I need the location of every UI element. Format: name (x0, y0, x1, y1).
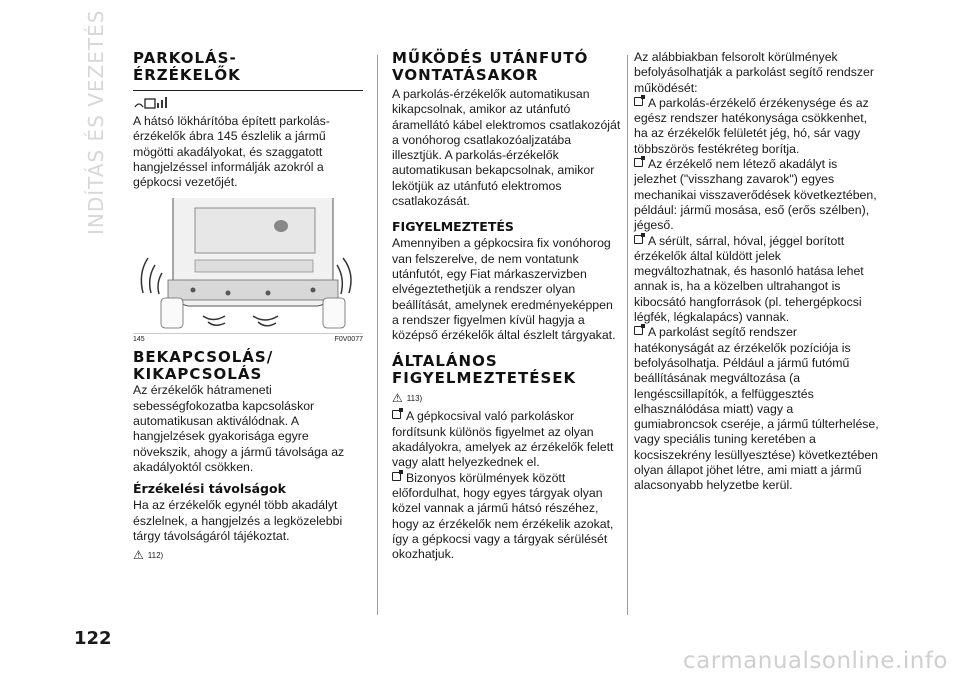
bullet-icon (634, 235, 643, 244)
bullet-item: A parkolást segítő rendszer hatékonyságát az érzékelők pozíciója is befolyásolhatja. Például a jármű futómű beállításának megváltozása (a lengéscsillapítók, a felfüggesztés elhasználódása miatt) vagy a gumiabroncsok cseréje, a jármű túlterhelése, vagy speciális tuning keretében a kocsiszekrény lesüllyesztése) következtében olyan állapot jöhet létre, ami miatt a jármű alacsonyabb helyzetbe kerül. (634, 325, 879, 493)
bullet-item: A parkolás-érzékelő érzékenysége és az egész rendszer hatékonysága csökkenhet, ha az érzékelők felületét jég, hó, sár vagy többszörös festékréteg borítja. (634, 95, 869, 156)
bullet-item: A gépkocsival való parkoláskor fordítsunk különös figyelmet az olyan akadályokra, amelyek az érzékelők felett vagy alatt helyezkednek el. (392, 409, 614, 470)
subheading-distance: Érzékelési távolságok (133, 481, 286, 497)
trailer-text: A parkolás-érzékelők automatikusan kikapcsolnak, amikor az utánfutó áramellátó kábel elektromos csatlakozóját a vonóhorog csatlakozóaljzatába illesztjük. A parkolás-érzékelők automatikusan bekapcsolnak, amikor lekötjük az utánfutó elektromos csatlakozását. (392, 87, 621, 209)
heading-rule (133, 50, 363, 91)
bullet-icon (392, 410, 401, 419)
car-rear-sensors-figure (133, 198, 363, 334)
bullet-item: Bizonyos körülmények között előfordulhat, hogy egyes tárgyak olyan közel vannak a jármű hátsó részéhez, hogy az érzékelők nem érzékelik azokat, így a gépkocsi vagy a tárgyak sérülését okozhatjuk. (392, 470, 614, 562)
conditions-intro: Az alábbiakban felsorolt körülmények befolyásolhatják a parkolást segítő rendszer működését: (634, 50, 874, 95)
chapter-side-title: INDÍTÁS ÉS VEZETÉS (84, 10, 108, 236)
distance-text: Ha az érzékelők egynél több akadályt észlelnek, a hangjelzés a legközelebbi tárgy távolságáról tájékoztat. (133, 498, 343, 543)
parking-sensor-icon (133, 95, 363, 114)
bullet-item: A sérült, sárral, hóval, jéggel borított érzékelők által küldött jelek megváltozhatnak, és hasonló hatása lehet annak is, ha a közelben ultrahangot is kibocsátó hangforrások (pl. tehergépkocsi légfék, légkalapács) vannak. (634, 233, 864, 325)
bullet-icon (392, 472, 401, 481)
section-title-general: ÁLTALÁNOS FIGYELMEZTETÉSEK (392, 352, 577, 388)
subsection-text: Az érzékelők hátrameneti sebességfokozatba kapcsoláskor automatikusan aktiválódnak. A hangjelzések gyakorisága egyre növekszik, ahogy a jármű távolsága az akadályoktól csökken. (133, 383, 345, 474)
bullet-icon (634, 158, 643, 167)
subheading-warning: FIGYELMEZTETÉS (392, 219, 514, 235)
intro-text: A hátsó lökhárítóba épített parkolás-érzékelők ábra 145 észlelik a jármű mögötti akadályokat, és szaggatott hangjelzéssel informálják azokról a gépkocsi vezetőjét. (133, 114, 330, 190)
bullet-icon (634, 326, 643, 335)
warning-icon: ⚠ (392, 391, 403, 406)
section-title-line2: ÉRZÉKELŐK (133, 66, 241, 84)
page-number: 122 (74, 628, 112, 649)
warning-reference (392, 391, 622, 405)
figure-code: F0V0077 (334, 336, 363, 344)
column-divider (377, 55, 378, 615)
figure-number: 145 (133, 336, 145, 344)
warning-ref-number: 112) (147, 550, 164, 560)
section-title-trailer: MŰKÖDÉS UTÁNFUTÓ VONTATÁSAKOR (392, 49, 589, 84)
warning-ref-number: 113) (406, 393, 423, 403)
section-title-line1: PARKOLÁS- (133, 49, 237, 67)
subsection-title: BEKAPCSOLÁS/ KIKAPCSOLÁS (133, 348, 274, 384)
column-1 (133, 50, 363, 566)
bullet-item: Az érzékelő nem létező akadályt is jelezhet ("visszhang zavarok") egyes mechanikai visszaverődések következtében, például: jármű mosása, eső (erős szélben), jégeső. (634, 157, 877, 233)
warning-icon: ⚠ (133, 548, 144, 563)
column-divider (627, 55, 628, 615)
bullet-icon (634, 97, 643, 106)
figure-caption (133, 336, 363, 343)
watermark-text: carmanualsonline.info (682, 648, 948, 674)
warning-text: Amennyiben a gépkocsira fix vonóhorog van felszerelve, de nem vontatunk utánfutót, egy Fiat márkaszervizben elvégeztethetjük a rendszer olyan beállítását, amelynek eredményeképpen a rendszer figyelmen kívül hagyja a középső érzékelők által észlelt tárgyakat. (392, 236, 616, 343)
column-2 (392, 50, 622, 562)
column-3 (634, 50, 879, 494)
warning-reference (133, 548, 363, 562)
